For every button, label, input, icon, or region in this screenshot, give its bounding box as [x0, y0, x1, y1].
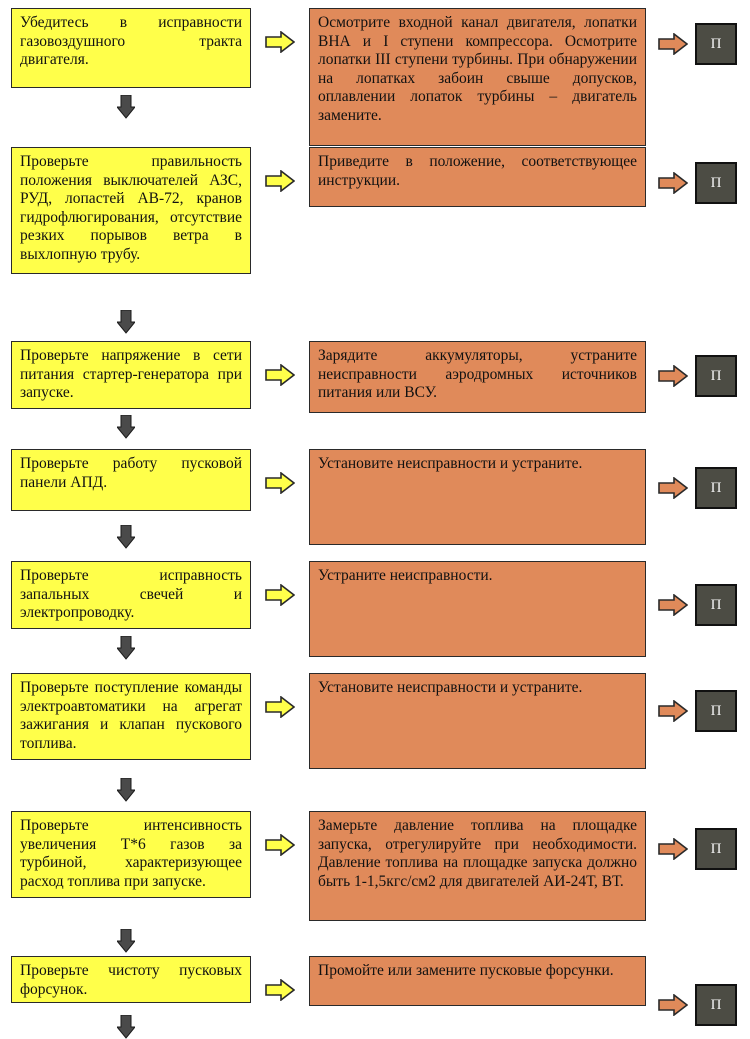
right-arrow-icon [658, 700, 688, 722]
check-step-box: Проверьте исправность запальных свечей и электропроводку. [11, 561, 251, 629]
right-arrow-icon [658, 594, 688, 616]
right-arrow-icon [658, 365, 688, 387]
check-step-box: Проверьте поступление команды электроавтоматики на агрегат зажигания и клапан пускового топлива. [11, 673, 251, 760]
right-arrow-icon [265, 472, 295, 494]
result-box: П [695, 828, 737, 870]
right-arrow-icon [658, 477, 688, 499]
right-arrow-icon [265, 696, 295, 718]
right-arrow-icon [658, 994, 688, 1016]
action-step-box: Промойте или замените пусковые форсунки. [309, 956, 646, 1006]
check-step-box: Убедитесь в исправности газовоздушного тракта двигателя. [11, 8, 251, 88]
action-step-box: Установите неисправности и устраните. [309, 449, 646, 545]
right-arrow-icon [658, 172, 688, 194]
down-arrow-icon [117, 1015, 135, 1039]
right-arrow-icon [265, 584, 295, 606]
result-box: П [695, 467, 737, 509]
right-arrow-icon [658, 838, 688, 860]
check-step-box: Проверьте интенсивность увеличения Т*6 газов за турбиной, характеризующее расход топлива при запуске. [11, 811, 251, 898]
check-step-box: Проверьте правильность положения выключателей АЗС, РУД, лопастей АВ-72, кранов гидрофлюгирования, отсутствие резких порывов ветра в выхлопную трубу. [11, 147, 251, 274]
down-arrow-icon [117, 415, 135, 439]
down-arrow-icon [117, 525, 135, 549]
right-arrow-icon [265, 979, 295, 1001]
result-box: П [695, 23, 737, 65]
action-step-box: Устраните неисправности. [309, 561, 646, 657]
check-step-box: Проверьте напряжение в сети питания стартер-генератора при запуске. [11, 341, 251, 409]
action-step-box: Осмотрите входной канал двигателя, лопатки ВНА и I ступени компрессора. Осмотрите лопатки III ступени турбины. При обнаружении на лопатках забоин свыше допусков, оплавлении лопаток турбины – двигатель замените. [309, 8, 646, 146]
down-arrow-icon [117, 310, 135, 334]
right-arrow-icon [658, 33, 688, 55]
down-arrow-icon [117, 929, 135, 953]
right-arrow-icon [265, 364, 295, 386]
action-step-box: Замерьте давление топлива на площадке запуска, отрегулируйте при необходимости. Давление топлива на площадке запуска должно быть 1-1,5кгс/см2 для двигателей АИ-24Т, ВТ. [309, 811, 646, 921]
action-step-box: Зарядите аккумуляторы, устраните неисправности аэродромных источников питания или ВСУ. [309, 341, 646, 413]
down-arrow-icon [117, 636, 135, 660]
result-box: П [695, 355, 737, 397]
check-step-box: Проверьте работу пусковой панели АПД. [11, 449, 251, 511]
result-box: П [695, 690, 737, 732]
down-arrow-icon [117, 95, 135, 119]
right-arrow-icon [265, 170, 295, 192]
action-step-box: Приведите в положение, соответствующее инструкции. [309, 147, 646, 207]
right-arrow-icon [265, 834, 295, 856]
result-box: П [695, 584, 737, 626]
right-arrow-icon [265, 31, 295, 53]
check-step-box: Проверьте чистоту пусковых форсунок. [11, 956, 251, 1003]
result-box: П [695, 984, 737, 1026]
result-box: П [695, 162, 737, 204]
action-step-box: Установите неисправности и устраните. [309, 673, 646, 769]
down-arrow-icon [117, 778, 135, 802]
